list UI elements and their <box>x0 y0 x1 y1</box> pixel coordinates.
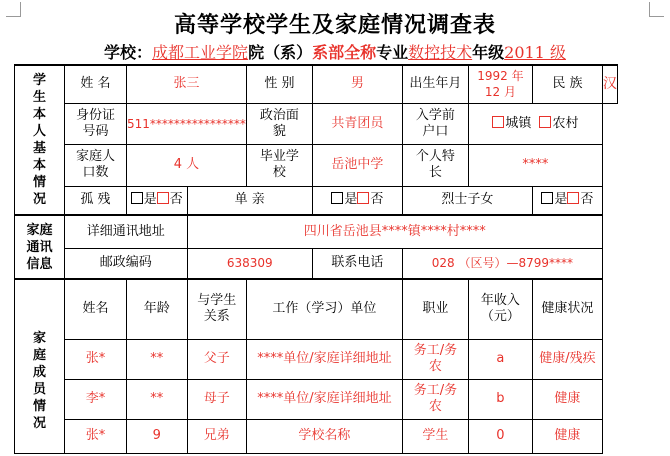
member-work-unit: ****单位/家庭详细地址 <box>246 339 402 379</box>
martyr-options <box>532 186 602 215</box>
col-header-name: 姓名 <box>65 279 127 339</box>
member-work-unit: ****单位/家庭详细地址 <box>246 379 402 419</box>
hukou-options <box>468 103 602 144</box>
orphan-checkbox-yes[interactable] <box>131 192 143 204</box>
section-family-members: 家庭成员情况 <box>15 279 65 453</box>
grade-value: 2011 级 <box>504 43 566 62</box>
member-health: 健康 <box>532 419 602 453</box>
member-relation: 母子 <box>187 379 246 419</box>
martyr-checkbox-yes[interactable] <box>541 192 553 204</box>
school-name: 成都工业学院 <box>152 43 249 62</box>
member-income: b <box>468 379 532 419</box>
gender-label: 性 别 <box>246 65 312 103</box>
member-work-unit: 学校名称 <box>246 419 402 453</box>
member-occupation: 务工/务农 <box>402 339 468 379</box>
member-name: 张* <box>65 339 127 379</box>
yes-label: 是 <box>143 192 157 208</box>
martyr-label: 烈士子女 <box>402 186 532 215</box>
hukou-label: 入学前户口 <box>402 103 468 144</box>
col-header-relation: 与学生关系 <box>187 279 246 339</box>
member-income: a <box>468 339 532 379</box>
gender-value: 男 <box>312 65 402 103</box>
survey-table <box>14 64 618 454</box>
member-health: 健康/残疾 <box>532 339 602 379</box>
document-title: 高等学校学生及家庭情况调查表 <box>173 12 496 38</box>
no-label: 否 <box>580 192 594 208</box>
id-value: 511**************** <box>127 103 247 144</box>
talent-label: 个人特长 <box>402 144 468 186</box>
member-age: 9 <box>127 419 188 453</box>
orphan-options <box>127 186 188 215</box>
section-basic-info: 学生本人基本情况 <box>15 65 65 215</box>
member-age: ** <box>127 339 188 379</box>
grade-label: 年级 <box>472 43 505 62</box>
hukou-option-town: 城镇 <box>505 115 532 131</box>
birth-value: 1992 年 12 月 <box>468 65 532 103</box>
dept-label: 院（系） <box>248 43 313 62</box>
member-health: 健康 <box>532 379 602 419</box>
grad-school-label: 毕业学校 <box>246 144 312 186</box>
col-header-health: 健康状况 <box>532 279 602 339</box>
postcode-label: 邮政编码 <box>65 248 188 279</box>
grad-school-value: 岳池中学 <box>312 144 402 186</box>
member-age: ** <box>127 379 188 419</box>
family-size-label: 家庭人口数 <box>65 144 127 186</box>
politics-value: 共青团员 <box>312 103 402 144</box>
single-parent-options <box>312 186 402 215</box>
section-family-contact: 家庭通讯信息 <box>15 215 65 279</box>
family-size-value: 4 人 <box>127 144 247 186</box>
school-info-line <box>10 40 660 63</box>
no-label: 否 <box>370 192 384 208</box>
yes-label: 是 <box>554 192 568 208</box>
member-relation: 兄弟 <box>187 419 246 453</box>
major-label: 专业 <box>376 43 409 62</box>
no-label: 否 <box>169 192 183 208</box>
col-header-age: 年龄 <box>127 279 188 339</box>
yes-label: 是 <box>344 192 358 208</box>
politics-label: 政治面貌 <box>246 103 312 144</box>
school-label: 学校： <box>104 43 153 62</box>
phone-label: 联系电话 <box>312 248 402 279</box>
talent-value: **** <box>468 144 602 186</box>
birth-label: 出生年月 <box>402 65 468 103</box>
name-label: 姓 名 <box>65 65 127 103</box>
member-income: 0 <box>468 419 532 453</box>
ethnic-value: 汉 <box>602 65 617 103</box>
name-value: 张三 <box>127 65 247 103</box>
postcode-value: 638309 <box>187 248 312 279</box>
hukou-checkbox-town[interactable] <box>492 116 504 128</box>
orphan-label: 孤 残 <box>65 186 127 215</box>
table-row <box>15 419 618 453</box>
col-header-income: 年收入（元） <box>468 279 532 339</box>
major-name: 数控技术 <box>408 43 473 62</box>
dept-name: 系部全称 <box>312 43 377 62</box>
address-value: 四川省岳池县****镇****村**** <box>187 215 602 248</box>
member-occupation: 学生 <box>402 419 468 453</box>
member-name: 张* <box>65 419 127 453</box>
hukou-checkbox-rural[interactable] <box>539 116 551 128</box>
phone-value: 028 （区号）—8799**** <box>402 248 602 279</box>
id-label: 身份证号码 <box>65 103 127 144</box>
address-label: 详细通讯地址 <box>65 215 188 248</box>
member-occupation: 务工/务农 <box>402 379 468 419</box>
single-checkbox-yes[interactable] <box>331 192 343 204</box>
single-checkbox-no[interactable] <box>357 192 369 204</box>
col-header-work-unit: 工作（学习）单位 <box>246 279 402 339</box>
col-header-occupation: 职业 <box>402 279 468 339</box>
orphan-checkbox-no[interactable] <box>157 192 169 204</box>
member-name: 李* <box>65 379 127 419</box>
member-relation: 父子 <box>187 339 246 379</box>
table-row <box>15 379 618 419</box>
table-row <box>15 339 618 379</box>
hukou-option-rural: 农村 <box>552 115 579 131</box>
single-parent-label: 单 亲 <box>187 186 312 215</box>
ethnic-label: 民 族 <box>532 65 602 103</box>
martyr-checkbox-no[interactable] <box>567 192 579 204</box>
